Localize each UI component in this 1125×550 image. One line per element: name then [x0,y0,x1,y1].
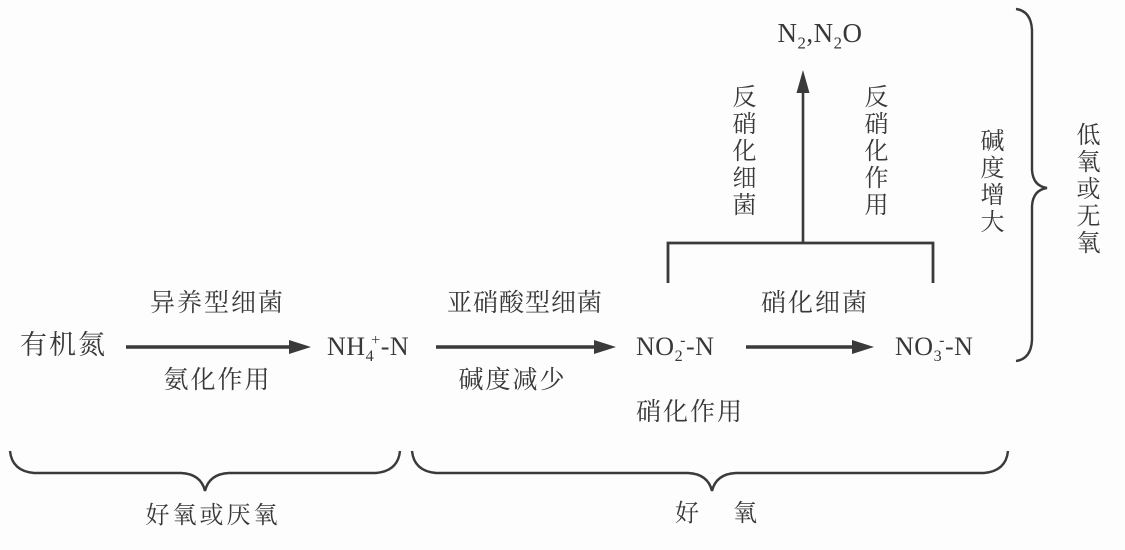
nitrite-bacteria-label: 亚硝酸型细菌 [446,290,603,317]
denitrifying-bacteria-label: 反硝化细菌 [728,84,754,219]
ammonification-arrow [126,340,311,354]
alkalinity-decrease-label: 碱度减少 [458,367,567,394]
formula-subscript: 4 [365,348,375,366]
node-no3-n [895,332,974,366]
nitritation-arrow [436,340,616,354]
denitrification-arrow [797,70,810,243]
heterotrophic-bacteria-label: 异养型细菌 [149,290,285,317]
formula-subscript: 2 [674,348,684,366]
denitrification-collector-bracket [668,243,933,283]
node-organic-nitrogen: 有机氮 [20,330,107,360]
formula-text: NO [895,332,934,361]
formula-superscript: - [939,332,945,350]
formula-subscript: 3 [933,348,943,366]
aerobic-label: 好 氧 [675,501,771,527]
nitrification-label: 硝化作用 [636,399,745,426]
formula-text: -N [945,332,974,361]
underbrace-aerobic [412,451,1008,491]
node-n2-n2o [770,18,870,53]
formula-text: -N [686,332,715,361]
low-or-no-oxygen-label: 低氧或无氧 [1072,122,1098,257]
formula-superscript: - [680,332,686,350]
nitratation-arrow [746,340,874,354]
nitrifying-bacteria-label: 硝化细菌 [760,290,869,317]
right-curly-brace [1016,9,1047,361]
formula-text: ,N [806,18,834,48]
formula-text: NO [636,332,675,361]
formula-subscript: 2 [833,33,843,53]
node-nh4-n [327,332,410,366]
underbrace-aerobic-or-anaerobic [10,451,400,491]
node-no2-n [636,332,715,366]
ammonification-label: 氨化作用 [163,367,272,394]
aerobic-or-anaerobic-label: 好氧或厌氧 [145,503,281,529]
formula-text: -N [380,332,410,361]
formula-superscript: + [371,332,381,350]
alkalinity-increase-label: 碱度增大 [976,128,1002,236]
formula-subscript: 2 [797,33,807,53]
formula-text: NH [327,332,366,361]
formula-text: O [842,18,863,48]
denitrification-process-label: 反硝化作用 [860,84,886,219]
formula-text: N [777,18,798,48]
